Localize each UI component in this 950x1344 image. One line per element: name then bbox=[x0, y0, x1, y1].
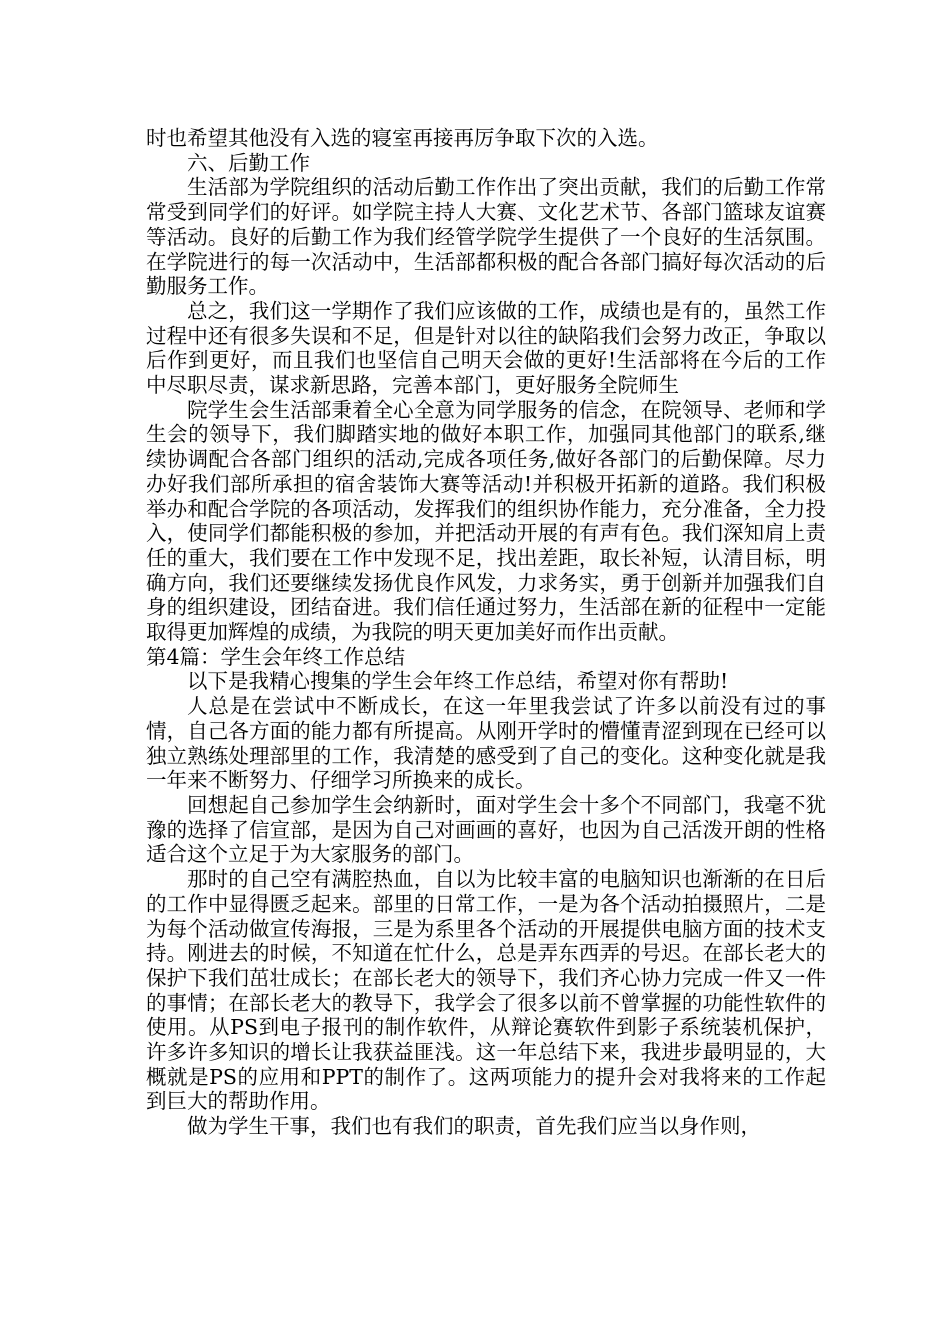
section-heading-logistics: 六、后勤工作 bbox=[187, 150, 310, 175]
article-heading: 第4篇：学生会年终工作总结 bbox=[146, 644, 406, 669]
paragraph-9: 回想起自己参加学生会纳新时，面对学生会十多个不同部门，我毫不犹豫的选择了信宣部，是因为自己对画画的喜好，也因为自己活泼开朗的性格适合这个立足于为大家服务的部门。 bbox=[146, 792, 826, 867]
paragraph-3: 生活部为学院组织的活动后勤工作作出了突出贡献，我们的后勤工作常常受到同学们的好评。如学院主持人大赛、文化艺术节、各部门篮球友谊赛等活动。良好的后勤工作为我们经管学院学生提供了一个良好的生活氛围。在学院进行的每一次活动中，生活部都积极的配合各部门搞好每次活动的后勤服务工作。 bbox=[146, 175, 826, 299]
paragraph-8: 人总是在尝试中不断成长，在这一年里我尝试了许多以前没有过的事情，自己各方面的能力都有所提高。从刚开学时的懵懂青涩到现在已经可以独立熟练处理部里的工作，我清楚的感受到了自己的变化。这种变化就是我一年来不断努力、仔细学习所换来的成长。 bbox=[146, 694, 826, 793]
paragraph-1: 时也希望其他没有入选的寝室再接再厉争取下次的入选。 bbox=[146, 126, 659, 150]
paragraph-7: 以下是我精心搜集的学生会年终工作总结，希望对你有帮助! bbox=[187, 669, 729, 694]
paragraph-10: 那时的自己空有满腔热血，自以为比较丰富的电脑知识也渐渐的在日后的工作中显得匮乏起来。部里的日常工作，一是为各个活动拍摄照片，二是为每个活动做宣传海报，三是为系里各个活动的开展提供电脑方面的技术支持。刚进去的时候，不知道在忙什么，总是弄东西弄的号迟。在部长老大的保护下我们茁壮成长；在部长老大的领导下，我们齐心协力完成一件又一件的事情；在部长老大的教导下，我学会了很多以前不曾掌握的功能性软件的使用。从PS到电子报刊的制作软件，从辩论赛软件到影子系统装机保护，许多许多知识的增长让我获益匪浅。这一年总结下来，我进步最明显的，大概就是PS的应用和PPT的制作了。这两项能力的提升会对我将来的工作起到巨大的帮助作用。 bbox=[146, 867, 826, 1114]
paragraph-4: 总之，我们这一学期作了我们应该做的工作，成绩也是有的，虽然工作过程中还有很多失误和不足，但是针对以往的缺陷我们会努力改正，争取以后作到更好，而且我们也坚信自己明天会做的更好!生活部将在今后的工作中尽职尽责，谋求新思路，完善本部门，更好服务全院师生 bbox=[146, 298, 826, 398]
document-page bbox=[146, 126, 826, 1139]
paragraph-11: 做为学生干事，我们也有我们的职责，首先我们应当以身作则， bbox=[187, 1114, 761, 1139]
paragraph-5: 院学生会生活部秉着全心全意为同学服务的信念，在院领导、老师和学生会的领导下，我们脚踏实地的做好本职工作，加强同其他部门的联系,继续协调配合各部门组织的活动,完成各项任务,做好各部门的后勤保障。尽力办好我们部所承担的宿舍装饰大赛等活动!并积极开拓新的道路。我们积极举办和配合学院的各项活动，发挥我们的组织协作能力，充分准备，全力投入，使同学们都能积极的参加，并把活动开展的有声有色。我们深知肩上责任的重大，我们要在工作中发现不足，找出差距，取长补短，认清目标，明确方向，我们还要继续发扬优良作风发，力求务实，勇于创新并加强我们自身的组织建设，团结奋进。我们信任通过努力，生活部在新的征程中一定能取得更加辉煌的成绩，为我院的明天更加美好而作出贡献。 bbox=[146, 397, 826, 645]
